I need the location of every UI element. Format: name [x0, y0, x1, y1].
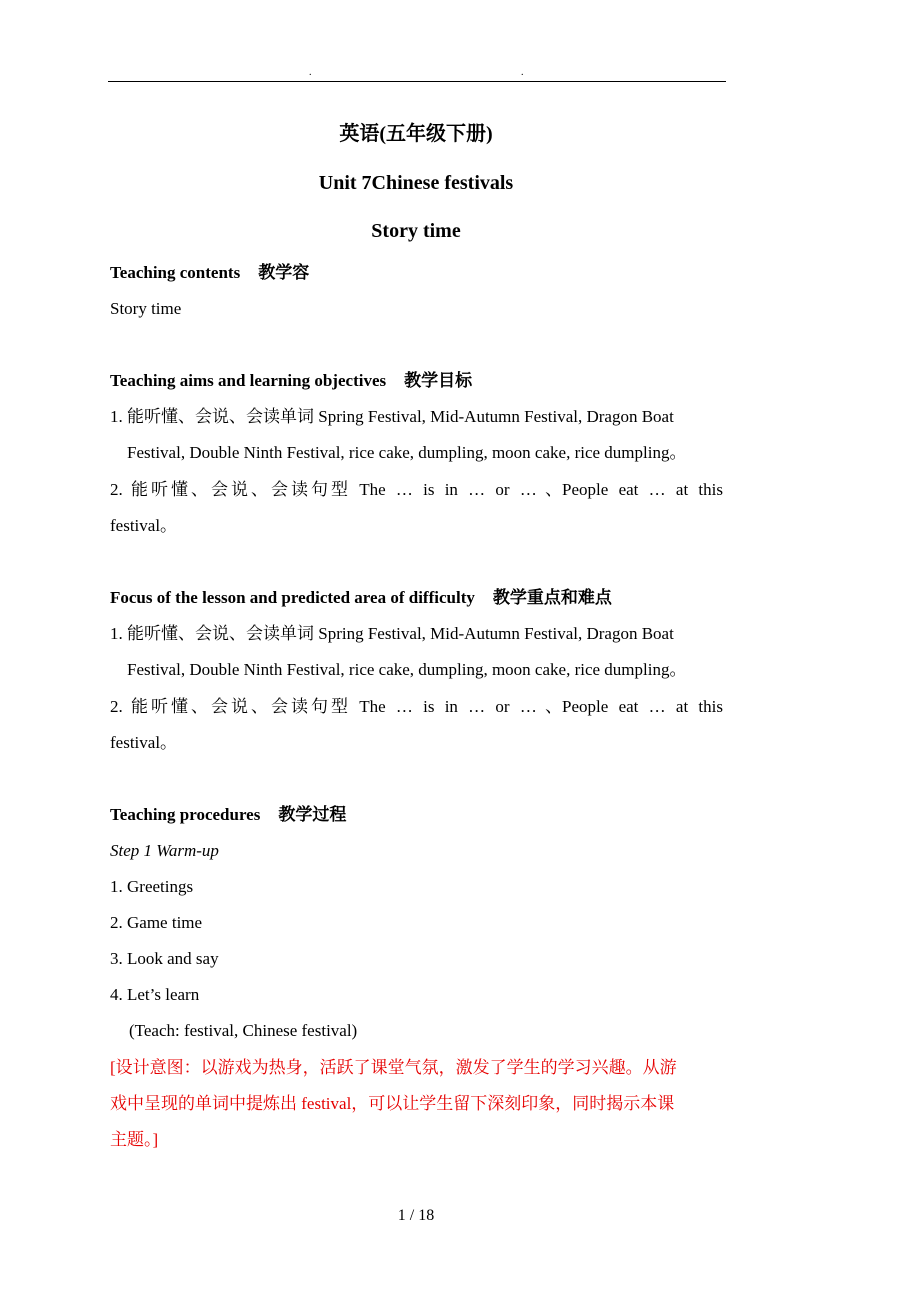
focus-item2-number: 2. — [110, 697, 123, 716]
focus-item1-line2: Festival, Double Ninth Festival, rice cake, dumpling, moon cake, rice dumpling。 — [127, 660, 687, 679]
header-rule — [108, 81, 726, 82]
focus-heading-zh: 教学重点和难点 — [492, 588, 612, 607]
step1-heading: Step 1 Warm-up — [110, 841, 219, 860]
focus-item2-line2: festival。 — [110, 733, 178, 752]
header-dot-right: . — [521, 67, 524, 78]
header-dot-left: . — [309, 67, 312, 78]
focus-item1-line1: 1. 能听懂、会说、会读单词 Spring Festival, Mid-Autumn Festival, Dragon Boat — [110, 624, 674, 643]
contents-heading-zh: 教学容 — [258, 263, 310, 282]
focus-heading — [110, 587, 612, 609]
aims-item2-line1 — [110, 479, 723, 501]
procedures-heading-en: Teaching procedures — [110, 805, 261, 824]
aims-item2-line2: festival。 — [110, 516, 178, 535]
design-intent-line1: [设计意图：以游戏为热身，活跃了课堂气氛，激发了学生的学习兴趣。从游 — [110, 1058, 677, 1077]
aims-item1-line2: Festival, Double Ninth Festival, rice cake, dumpling, moon cake, rice dumpling。 — [127, 443, 687, 462]
aims-item2-number: 2. — [110, 480, 123, 499]
procedures-heading-zh: 教学过程 — [278, 805, 347, 824]
procedures-heading — [110, 804, 346, 826]
aims-item1-line1: 1. 能听懂、会说、会读单词 Spring Festival, Mid-Autumn Festival, Dragon Boat — [110, 407, 674, 426]
procedure-item: 1. Greetings — [110, 877, 194, 896]
focus-item2-line1 — [110, 696, 723, 718]
focus-heading-en: Focus of the lesson and predicted area of difficulty — [110, 588, 475, 607]
aims-item2-pattern1: The … is in … or … — [359, 480, 537, 499]
design-intent-line2: 戏中呈现的单词中提炼出 festival，可以让学生留下深刻印象，同时揭示本课 — [110, 1094, 675, 1113]
teach-note: (Teach: festival, Chinese festival) — [129, 1021, 358, 1040]
aims-heading-zh: 教学目标 — [404, 371, 473, 390]
aims-heading-en: Teaching aims and learning objectives — [110, 371, 387, 390]
unit-title: Unit 7Chinese festivals — [318, 172, 514, 194]
procedure-item: 4. Let’s learn — [110, 985, 200, 1004]
procedure-item: 3. Look and say — [110, 949, 219, 968]
focus-item2-pattern1: The … is in … or … — [359, 697, 537, 716]
focus-item2-pattern2: 、People eat … at this — [545, 697, 723, 716]
procedure-item: 2. Game time — [110, 913, 203, 932]
contents-heading — [110, 262, 309, 284]
subject-title: 英语(五年级下册) — [339, 123, 493, 145]
design-intent-line3: 主题。] — [110, 1130, 159, 1149]
lesson-title: Story time — [371, 220, 461, 242]
contents-body: Story time — [110, 299, 182, 318]
aims-item2-zh: 能听懂、会说、会读句型 — [130, 480, 351, 499]
focus-item2-zh: 能听懂、会说、会读句型 — [130, 697, 351, 716]
contents-heading-en: Teaching contents — [110, 263, 241, 282]
page-number: 1 / 18 — [397, 1207, 435, 1224]
aims-heading — [110, 370, 472, 392]
aims-item2-pattern2: 、People eat … at this — [545, 480, 723, 499]
